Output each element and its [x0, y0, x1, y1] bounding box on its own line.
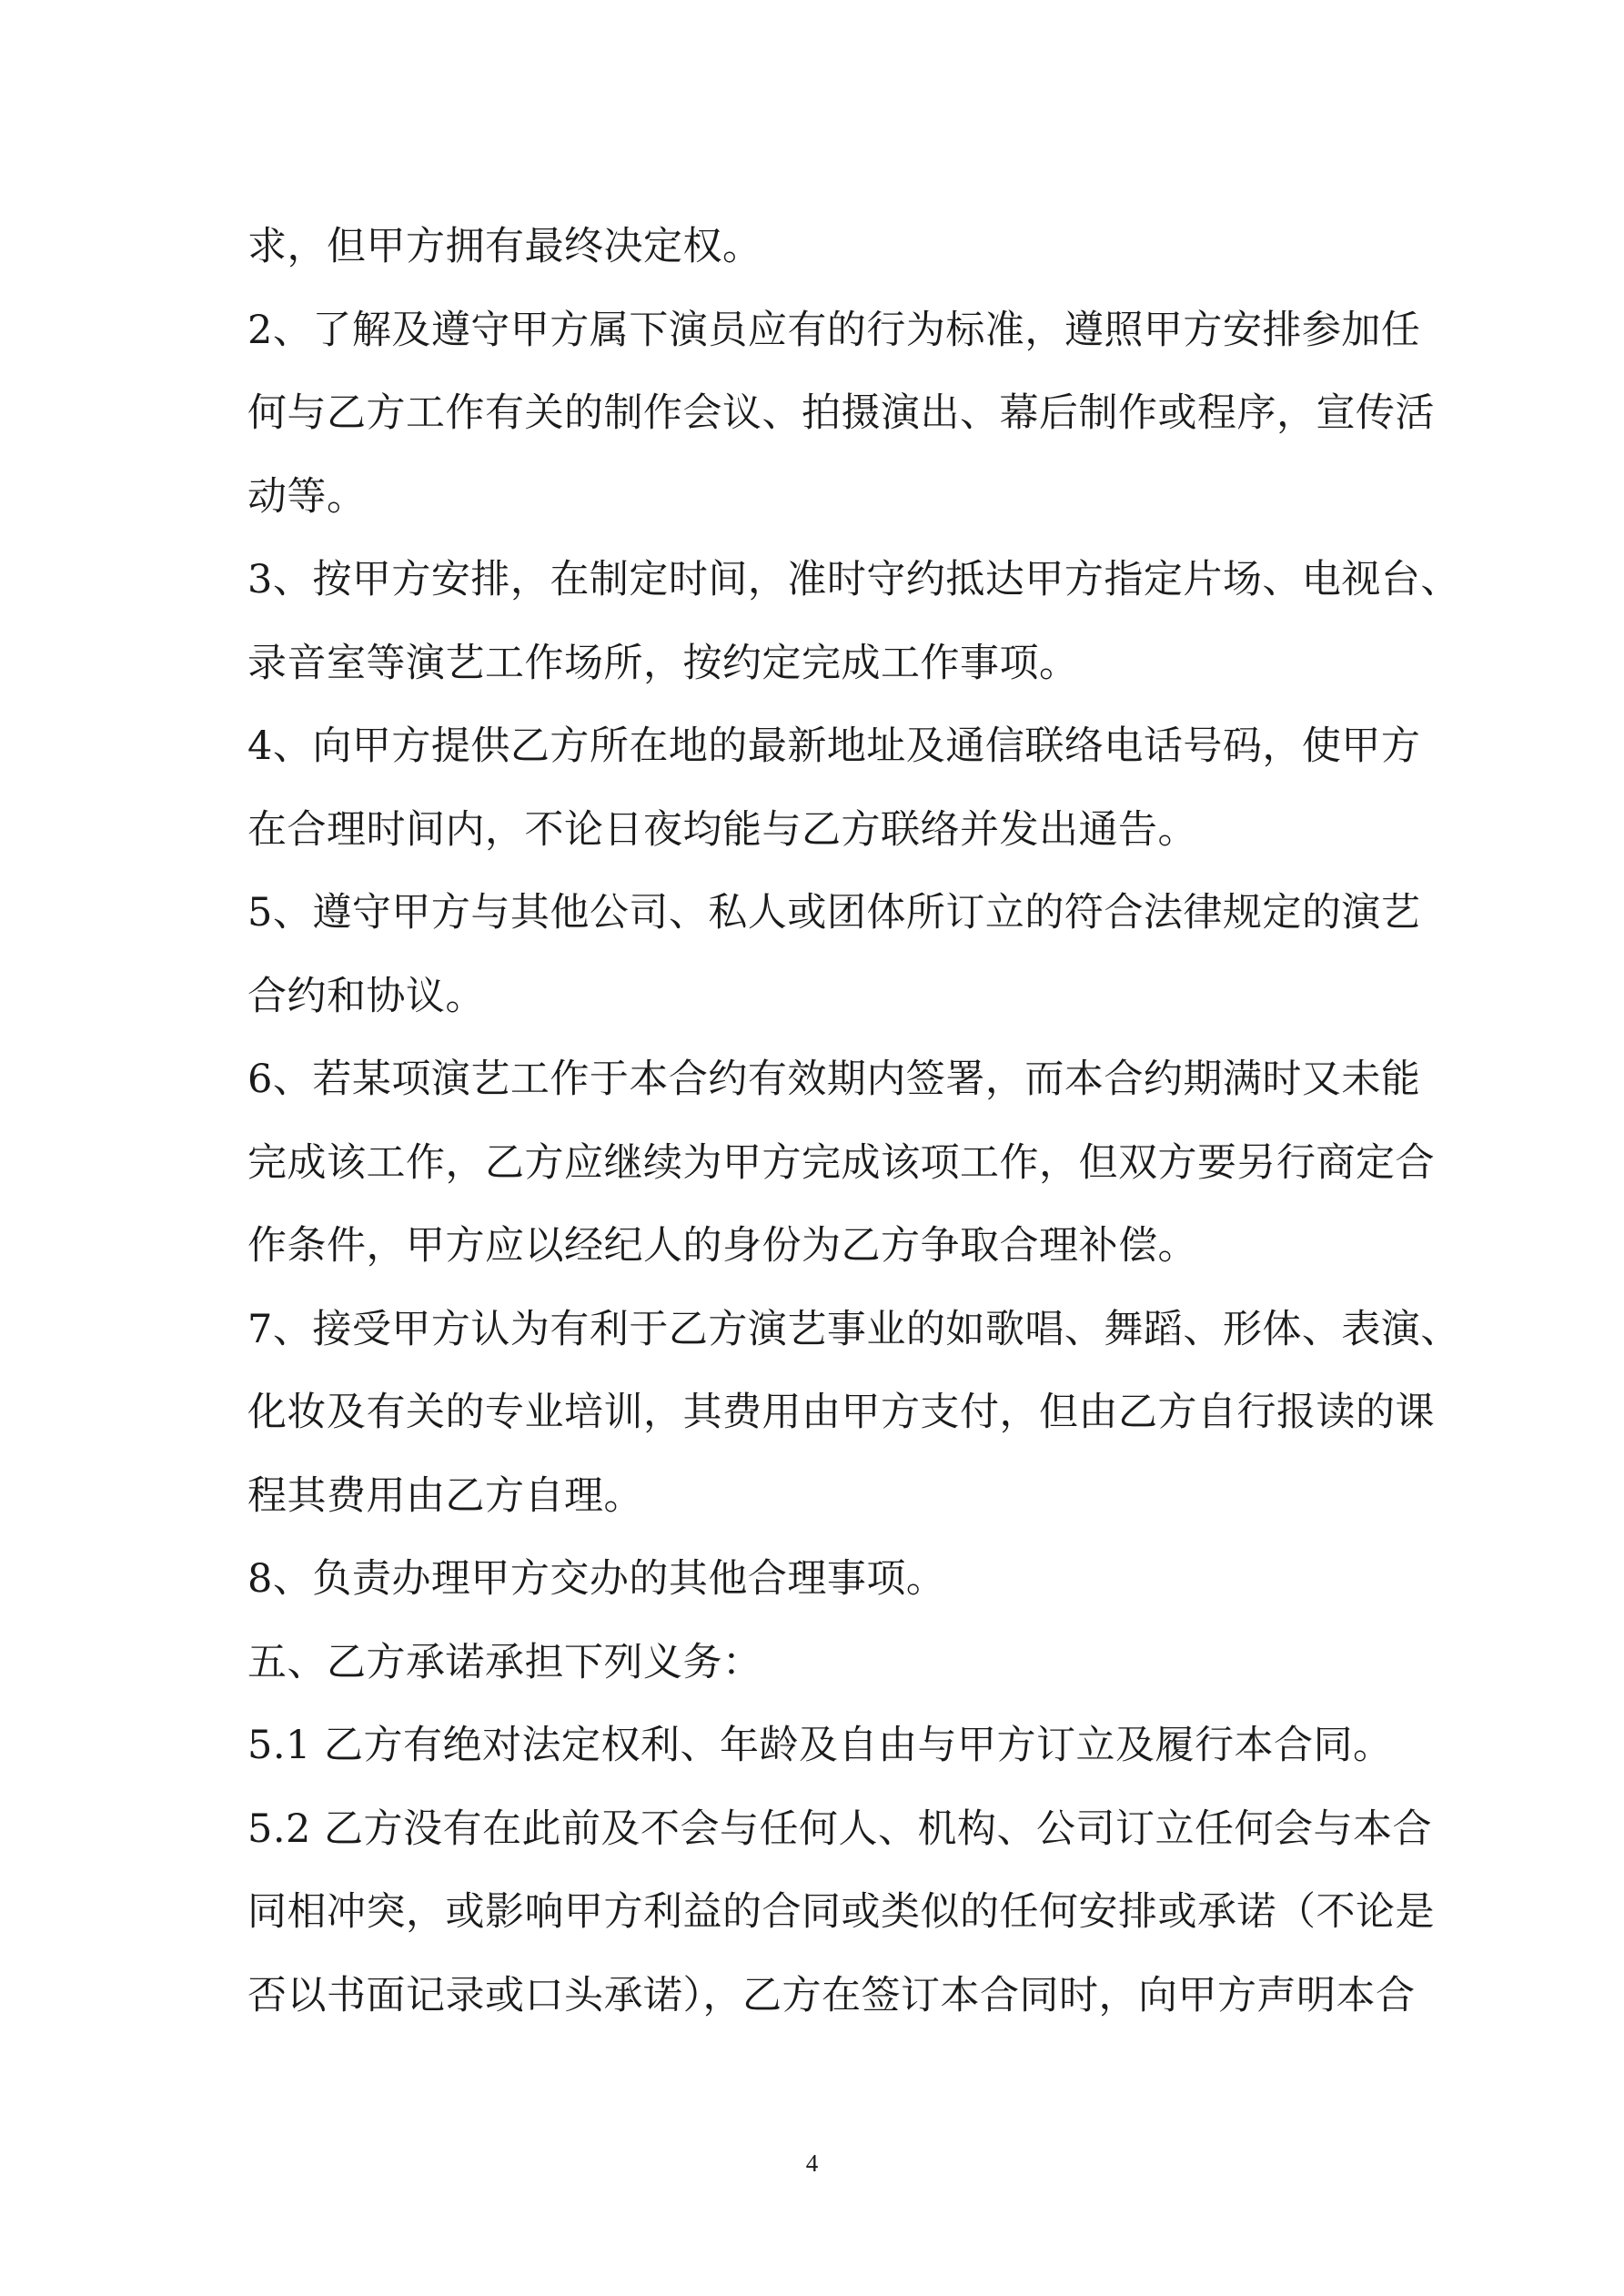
text-line: 5.1 乙方有绝对法定权利、年龄及自由与甲方订立及履行本合同。	[247, 1723, 1393, 1768]
text-line: 合约和协议。	[247, 973, 485, 1019]
text-line: 同相冲突，或影响甲方利益的合同或类似的任何安排或承诺（不论是	[247, 1889, 1435, 1935]
text-line: 6、若某项演艺工作于本合约有效期内签署，而本合约期满时又未能	[247, 1057, 1421, 1102]
text-line: 求，但甲方拥有最终决定权。	[247, 224, 762, 269]
text-line: 何与乙方工作有关的制作会议、拍摄演出、幕后制作或程序，宣传活	[247, 390, 1435, 436]
section-heading: 五、乙方承诺承担下列义务：	[247, 1639, 762, 1685]
text-line: 5、遵守甲方与其他公司、私人或团体所订立的符合法律规定的演艺	[247, 890, 1421, 936]
text-line: 5.2 乙方没有在此前及不会与任何人、机构、公司订立任何会与本合	[247, 1805, 1433, 1852]
text-line: 作条件，甲方应以经纪人的身份为乙方争取合理补偿。	[247, 1223, 1197, 1269]
text-line: 3、按甲方安排，在制定时间，准时守约抵达甲方指定片场、电视台、	[247, 557, 1460, 602]
text-line: 程其费用由乙方自理。	[247, 1472, 643, 1519]
text-line: 化妆及有关的专业培训，其费用由甲方支付，但由乙方自行报读的课	[247, 1390, 1435, 1435]
document-body	[247, 206, 1460, 2038]
text-line: 否以书面记录或口头承诺），乙方在签订本合同时，向甲方声明本合	[247, 1972, 1416, 2018]
text-line: 动等。	[247, 473, 367, 520]
text-line: 完成该工作，乙方应继续为甲方完成该项工作，但双方要另行商定合	[247, 1139, 1435, 1186]
text-line: 8、负责办理甲方交办的其他合理事项。	[247, 1556, 946, 1602]
text-line: 录音室等演艺工作场所，按约定完成工作事项。	[247, 640, 1079, 686]
text-line: 在合理时间内，不论日夜均能与乙方联络并发出通告。	[247, 806, 1197, 853]
text-line: 4、向甲方提供乙方所在地的最新地址及通信联络电话号码，使甲方	[247, 723, 1421, 769]
text-line: 2、了解及遵守甲方属下演员应有的行为标准，遵照甲方安排参加任	[247, 307, 1421, 353]
page-number: 4	[805, 2149, 819, 2177]
text-line: 7、接受甲方认为有利于乙方演艺事业的如歌唱、舞蹈、形体、表演、	[247, 1306, 1460, 1352]
